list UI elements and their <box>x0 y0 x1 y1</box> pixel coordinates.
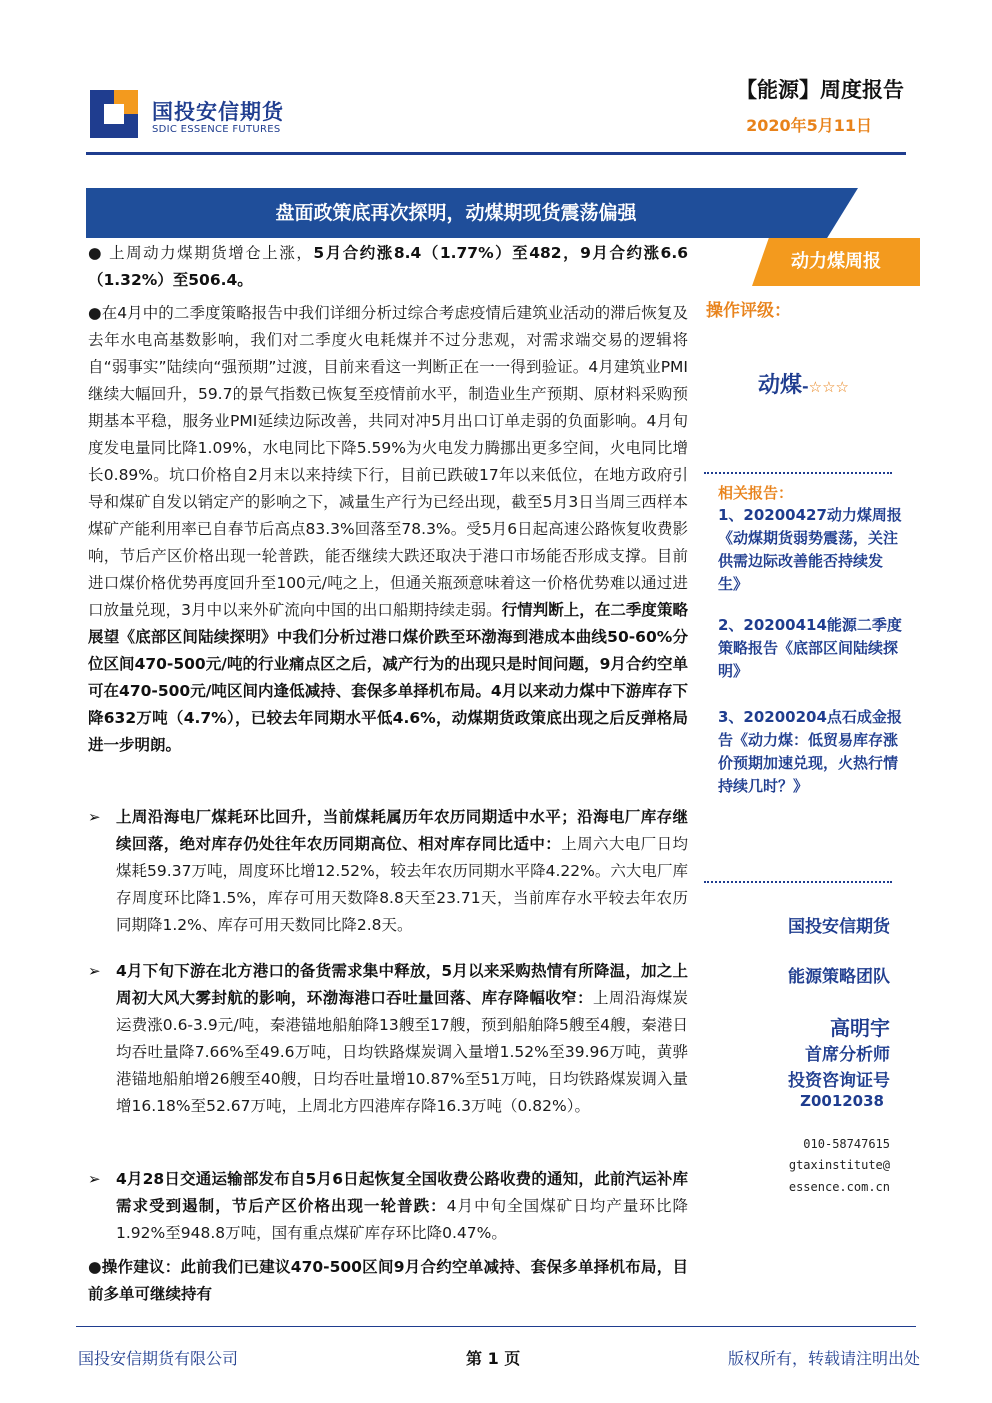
point-ports <box>88 958 688 1120</box>
analyst-name: 高明宇 <box>830 1016 890 1040</box>
footer-copyright: 版权所有，转载请注明出处 <box>727 1349 920 1368</box>
report-date: 2020年5月11日 <box>746 116 872 135</box>
bullet-icon: ● <box>88 1258 102 1276</box>
point-highlight: 4月下旬下游在北方港口的备货需求集中释放，5月以来采购热情有所降温，加之上周初大风大雾封航的影响，环渤海港口吞吐量回落、库存降幅收窄： <box>116 962 688 1007</box>
point-text: 上周六大电厂日均煤耗59.37万吨，周度环比增12.52%，较去年农历同期水平降4.22%。六大电厂库存周度环比降1.5%，库存可用天数降8.8天至23.71天，当前库存水平较去年农历同期降1.2%、库存可用天数同比降2.8天。 <box>116 835 688 934</box>
rating <box>758 368 849 399</box>
analysis-paragraph <box>88 300 688 759</box>
page-number: 第 1 页 <box>466 1349 521 1368</box>
recommendation-paragraph <box>88 1254 688 1308</box>
rating-dash: - <box>802 377 809 396</box>
related-reports-title: 相关报告： <box>718 484 794 502</box>
header-divider <box>86 152 906 155</box>
related-report-item[interactable]: 2、20200414能源二季度策略报告《底部区间陆续探明》 <box>718 616 902 680</box>
sidebar-divider <box>704 472 892 474</box>
related-report-item[interactable]: 3、20200204点石成金报告《动力煤：低贸易库存涨价预期加速兑现，火热行情持续几时？》 <box>718 708 902 795</box>
report-tag: 动力煤周报 <box>791 251 881 272</box>
contact-phone: 010-58747615 <box>803 1137 890 1151</box>
report-type: 【能源】周度报告 <box>736 78 904 102</box>
point-text: 上周沿海煤炭运费涨0.6-3.9元/吨，秦港锚地船舶降13艘至17艘，预到船舶降5艘至4艘，秦港日均吞吐量降7.66%至49.6万吨，日均铁路煤炭调入量增1.52%至39.96万吨，黄骅港锚地船舶增26艘至40艘，日均吞吐量增10.87%至51万吨，日均铁路煤炭调入量增16.18%至52.67万吨，上周北方四港库存降16.3万吨（0.82%）。 <box>116 989 688 1115</box>
arrow-bullet-icon: ➢ <box>88 808 101 826</box>
analysis-text: 在4月中的二季度策略报告中我们详细分析过综合考虑疫情后建筑业活动的滞后恢复及去年水电高基数影响，我们对二季度火电耗煤并不过分悲观，对需求端交易的逻辑将自“弱事实”陆续向“强预期”过渡，目前来看这一判断正在一一得到验证。4月建筑业PMI继续大幅回升，59.7的景气指数已恢复至疫情前水平，制造业生产预期、原材料采购预期基本平稳，服务业PMI延续边际改善，共同对冲5月出口订单走弱的负面影响。4月旬度发电量同比降1.09%，水电同比下降5.59%为火电发力腾挪出更多空间，火电同比增长0.89%。坑口价格自2月末以来持续下行，目前已跌破17年以来低位，在地方政府引导和煤矿自发以销定产的影响之下，减量生产行为已经出现，截至5月3日当周三西样本煤矿产能利用率已自春节后高点83.3%回落至78.3%。受5月6日起高速公路恢复收费影响，节后产区价格出现一轮普跌，能否继续大跌还取决于港口市场能否形成支撑。目前进口煤价格优势再度回升至100元/吨之上，但通关瓶颈意味着这一价格优势难以通过进口放量兑现，3月中以来外矿流向中国的出口船期持续走弱。 <box>88 304 688 619</box>
logo-company-name: 国投安信期货 <box>152 100 284 124</box>
company-logo-icon <box>90 90 138 138</box>
bullet-icon: ● <box>88 304 102 322</box>
license-label: 投资咨询证号 <box>788 1071 890 1091</box>
rating-stars-icon: ☆☆☆ <box>808 378 849 396</box>
point-highlight: 上周沿海电厂煤耗环比回升，当前煤耗属历年农历同期适中水平；沿海电厂库存继续回落，绝对库存仍处往年农历同期高位、相对库存同比适中： <box>116 808 688 853</box>
summary-text: 上周动力煤期货增仓上涨， <box>109 244 314 262</box>
related-report-item[interactable]: 1、20200427动力煤周报《动煤期货弱势震荡，关注供需边际改善能否持续发生》 <box>718 506 902 593</box>
page-title: 盘面政策底再次探明，动煤期现货震荡偏强 <box>275 202 637 224</box>
contact-email-line1[interactable]: gtaxinstitute@ <box>788 1158 890 1172</box>
analysis-highlight: 行情判断上，在二季度策略展望《底部区间陆续探明》中我们分析过港口煤价跌至环渤海到港成本曲线50-60%分位区间470-500元/吨的行业痛点区之后，减产行为的出现只是时间问题，9月合约空单可在470-500元/吨区间内逢低减持、套保多单择机布局。4月以来动力煤中下游库存下降632万吨（4.7%），已较去年同期水平低4.6%，动煤期货政策底出现之后反弹格局进一步明朗。 <box>88 601 688 754</box>
sidebar-company: 国投安信期货 <box>788 917 890 937</box>
arrow-bullet-icon: ➢ <box>88 1170 101 1188</box>
arrow-bullet-icon: ➢ <box>88 962 101 980</box>
footer-company: 国投安信期货有限公司 <box>78 1349 239 1368</box>
point-text: 4月中旬全国煤矿日均产量环比降1.92%至948.8万吨，国有重点煤矿库存环比降0.47%。 <box>116 1197 688 1242</box>
recommendation-text: 操作建议：此前我们已建议470-500区间9月合约空单减持、套保多单择机布局，目前多单可继续持有 <box>88 1258 688 1303</box>
point-production <box>88 1166 688 1247</box>
point-power-plants <box>88 804 688 939</box>
contact-email-line2[interactable]: essence.com.cn <box>788 1180 890 1194</box>
rating-label: 操作评级： <box>706 301 791 321</box>
sidebar-team: 能源策略团队 <box>788 967 890 987</box>
footer-divider <box>76 1326 916 1327</box>
summary-paragraph <box>88 240 688 294</box>
summary-highlight: 5月合约涨8.4（1.77%）至482，9月合约涨6.6（1.32%）至506.4。 <box>88 244 688 289</box>
rating-product: 动煤 <box>758 373 803 398</box>
logo-company-english: SDIC ESSENCE FUTURES <box>152 124 281 135</box>
point-highlight: 4月28日交通运输部发布自5月6日起恢复全国收费公路收费的通知，此前汽运补库需求受到遏制，节后产区价格出现一轮普跌： <box>116 1170 688 1215</box>
bullet-icon: ● <box>88 244 104 262</box>
analyst-title: 首席分析师 <box>805 1045 890 1065</box>
license-number: Z0012038 <box>800 1092 884 1110</box>
sidebar-divider <box>704 881 892 883</box>
